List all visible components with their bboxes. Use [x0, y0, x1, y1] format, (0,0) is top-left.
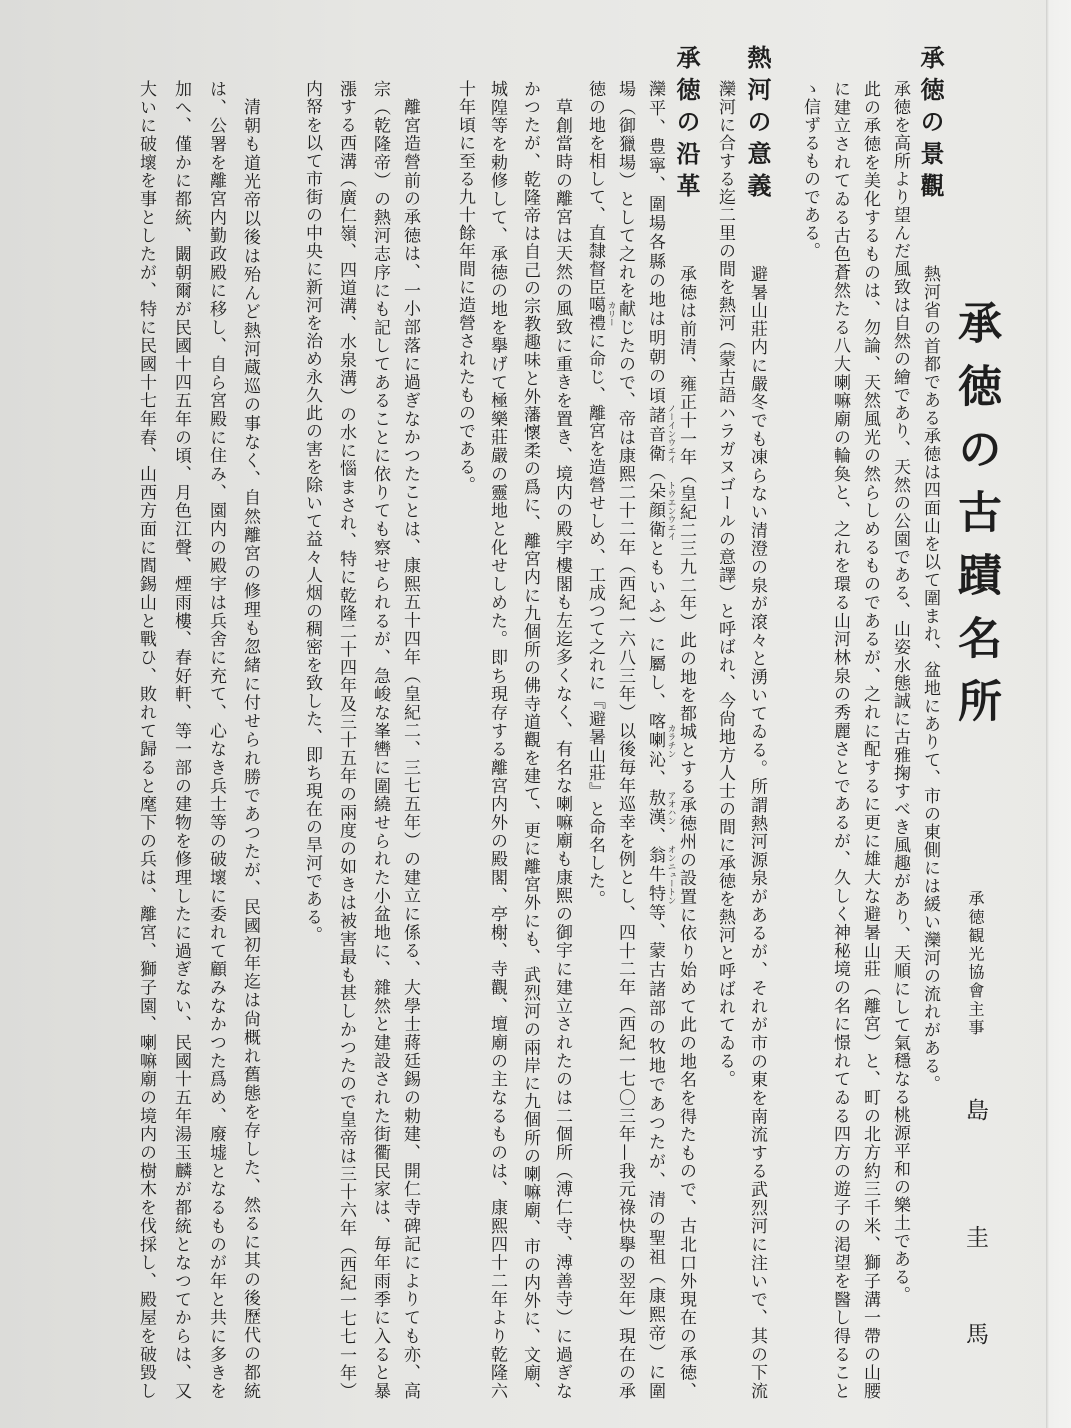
text-segment: 、 — [645, 826, 665, 846]
text-segment: 徳の地を相して、直隸督臣 — [585, 80, 605, 296]
ruby-group — [645, 404, 676, 464]
text-column-23: 大いに破壞を事としたが、特に民國十七年春、山西方面に閻錫山と戰ひ、敗れて歸ると麾下の兵は、離宮、獅子園、喇嘛廟の境内の樹木を伐採し、殿屋を破毀し — [136, 80, 156, 1400]
text-column-4: に建立されてゐる古色蒼然たる八大喇嘛廟の輪奐と、之れを環る山河林泉の秀麗さとであるが、久しく神秘境の名に憬れてゐる四方の遊子の渇望を醫し得ること — [830, 80, 850, 1400]
ruby-annotation: オンニュートン — [666, 844, 676, 905]
ruby-base: 喀喇沁 — [645, 711, 665, 770]
section-heading-meaning: 熱河の意義 — [743, 45, 772, 205]
ruby-annotation: アオハン — [666, 790, 676, 825]
author-name-char-3: 馬 — [962, 1322, 988, 1345]
text-column-13: かつたが、乾隆帝は自己の宗教趣味と外藩懷柔の爲に、離宮内に九個所の佛寺道觀を建て、更に離宮外にも、武烈河の兩岸に九個所の喇嘛廟、市の内外に、文廟、 — [520, 80, 540, 1400]
text-column-18: 漲する西溝（廣仁嶺、四道溝、水泉溝）の水に惱まされ、特に乾隆二十四年及三十五年の兩度の如きは被害最も甚しかつたので皇帝は三十六年（西紀一七七一年） — [336, 80, 356, 1400]
text-column-3: 此の承徳を美化するものは、勿論、天然風光の然らしめるものであるが、之れに配するに更に雄大な避暑山莊（離宮）と、町の北方約三千米、獅子溝一帶の山腰 — [860, 80, 880, 1400]
text-column-10: 場（御獵場）として之れを献じたので、帝は康熙二十二年（西紀一六八三年）以後毎年巡幸を例とし、四十二年（西紀一七〇三年—我元祿快擧の翌年）現在の承 — [615, 80, 635, 1400]
ruby-base: 諸音衛 — [645, 405, 665, 463]
section-heading-history: 承徳の沿革 — [672, 45, 701, 205]
text-segment: （ — [645, 462, 665, 483]
page-title: 承徳の古蹟名所 — [950, 300, 1001, 741]
author-name-char-1: 島 — [962, 1098, 988, 1121]
ruby-group — [585, 296, 616, 332]
text-segment: 等、蒙古諸部の牧地であつたが、清の聖祖（康熙帝）に圍 — [645, 903, 665, 1401]
text-segment: 、 — [645, 769, 665, 789]
text-column-6: 避暑山莊内に嚴冬でも凍らない清澄の泉が滾々と湧いてゐる。所謂熱河源泉があるが、それが市の東を南流する武烈河に注いで、其の下流 — [747, 265, 767, 1400]
page-edge — [1046, 0, 1071, 1428]
text-column-7: 灤河に合する迄二里の間を熱河（蒙古語ハラガヌゴールの意譯）と呼ばれ、今尙地方人士の間に承徳を熱河と呼ばれてゐる。 — [715, 80, 735, 1088]
ruby-annotation: ノーインウエイ — [666, 404, 676, 464]
ruby-group — [645, 481, 676, 541]
text-column-20: 清朝も道光帝以後は殆んど熱河蔵巡の事なく、自然離宮の修理も忽緒に付せられ勝であつたが、民國初年迄は尙概れ舊態を存した、然るに其の後歷代の都統 — [240, 98, 260, 1400]
text-segment: 灤平、豊寧、圍場各縣の地は明朝の頃 — [645, 80, 665, 406]
ruby-annotation: トウエンウエイ — [666, 481, 676, 541]
section-heading-scenery: 承徳の景觀 — [916, 45, 945, 205]
text-column-2: 承徳を高所より望んだ風致は自然の繪であり、天然の公園である、山姿水態誠に古雅掬すべき風趣があり、天順にして氣穩なる桃源平和の樂土である。 — [890, 80, 910, 1304]
text-segment: ともいふ）に屬し、 — [645, 539, 665, 712]
ruby-group — [645, 844, 676, 905]
text-column-22: 加へ、僅かに都統、闞朝爾が民國十四五年の頃、月色江聲、煙雨樓、春好軒、等一部の建物を修理したに過ぎない、民國十五年湯玉麟が都統となつてからは、又 — [171, 80, 191, 1400]
ruby-base: 翁牛特 — [645, 845, 665, 904]
text-column-11 — [585, 80, 616, 908]
ruby-group — [645, 711, 676, 770]
text-column-12: 草創當時の離宮は天然の風致に重きを置き、境内の殿宇樓閣も左迄多くなく、有名な喇嘛廟も康熙の御宇に建立されたのは二個所（溥仁寺、溥善寺）に過ぎな — [552, 98, 572, 1401]
ruby-base: 敖漢 — [645, 788, 665, 827]
ruby-annotation: カリー — [606, 301, 616, 327]
text-column-21: は、公署を離宮内勤政殿に移し、自ら宮殿に住み、園内の殿宇は兵舍に充て、心なき兵士等の破壞に委れて顧みなかつた爲め、廢墟となるものが年と共に多きを — [206, 80, 226, 1400]
ruby-base: 噶禮 — [585, 296, 605, 332]
text-column-17: 宗（乾隆帝）の熱河志序にも記してあることに依りても察せられるが、急峻な峯轡に圍繞せられた小盆地に、雜然と建設された街衢民家は、毎年雨季に入ると暴 — [370, 80, 390, 1400]
text-column-9 — [645, 80, 676, 1401]
text-column-15: 十年頃に至る九十餘年間に造營されたものである。 — [455, 80, 475, 494]
text-segment: に命じ、離宮を造營せしめ、工成つて之れに『避暑山莊』と命名した。 — [585, 332, 605, 908]
text-column-1: 熱河省の首都である承徳は四面山を以て圍まれ、盆地にありて、市の東側には緩い灤河の流れがある。 — [920, 265, 940, 1093]
text-column-16: 離宮造營前の承徳は、一小部落に過ぎなかつたことは、康熙五十四年（皇紀二、三七五年）の建立に係る、大學士蔣廷錫の勅建、開仁寺碑記によりても亦、高 — [400, 98, 420, 1400]
author-affiliation: 承徳観光協會主事 — [966, 890, 985, 1038]
text-column-8: 承徳は前清、雍正十一年（皇紀二三九二年）此の地を都城とする承徳州の設置に依り始めて此の地名を得たもので、古北口外現在の承徳、 — [676, 265, 696, 1400]
ruby-base: 朵顔衛 — [645, 482, 665, 540]
author-name-char-2: 圭 — [962, 1225, 988, 1248]
text-column-5: ゝ信ずるものである。 — [800, 80, 820, 260]
text-column-19: 内帑を以て市街の中央に新河を治め永久此の害を除いて益々人烟の稠密を致した、即ち現在の旱河である。 — [302, 80, 322, 944]
text-column-14: 城隍等を勅修して、承徳の地を擧げて極樂莊嚴の靈地と化せしめた。即ち現存する離宮内外の殿閣、亭榭、寺觀、壇廟の主なるものは、康熙四十二年より乾隆六 — [487, 80, 507, 1400]
ruby-group — [645, 788, 676, 827]
ruby-annotation: カラチン — [666, 723, 676, 758]
